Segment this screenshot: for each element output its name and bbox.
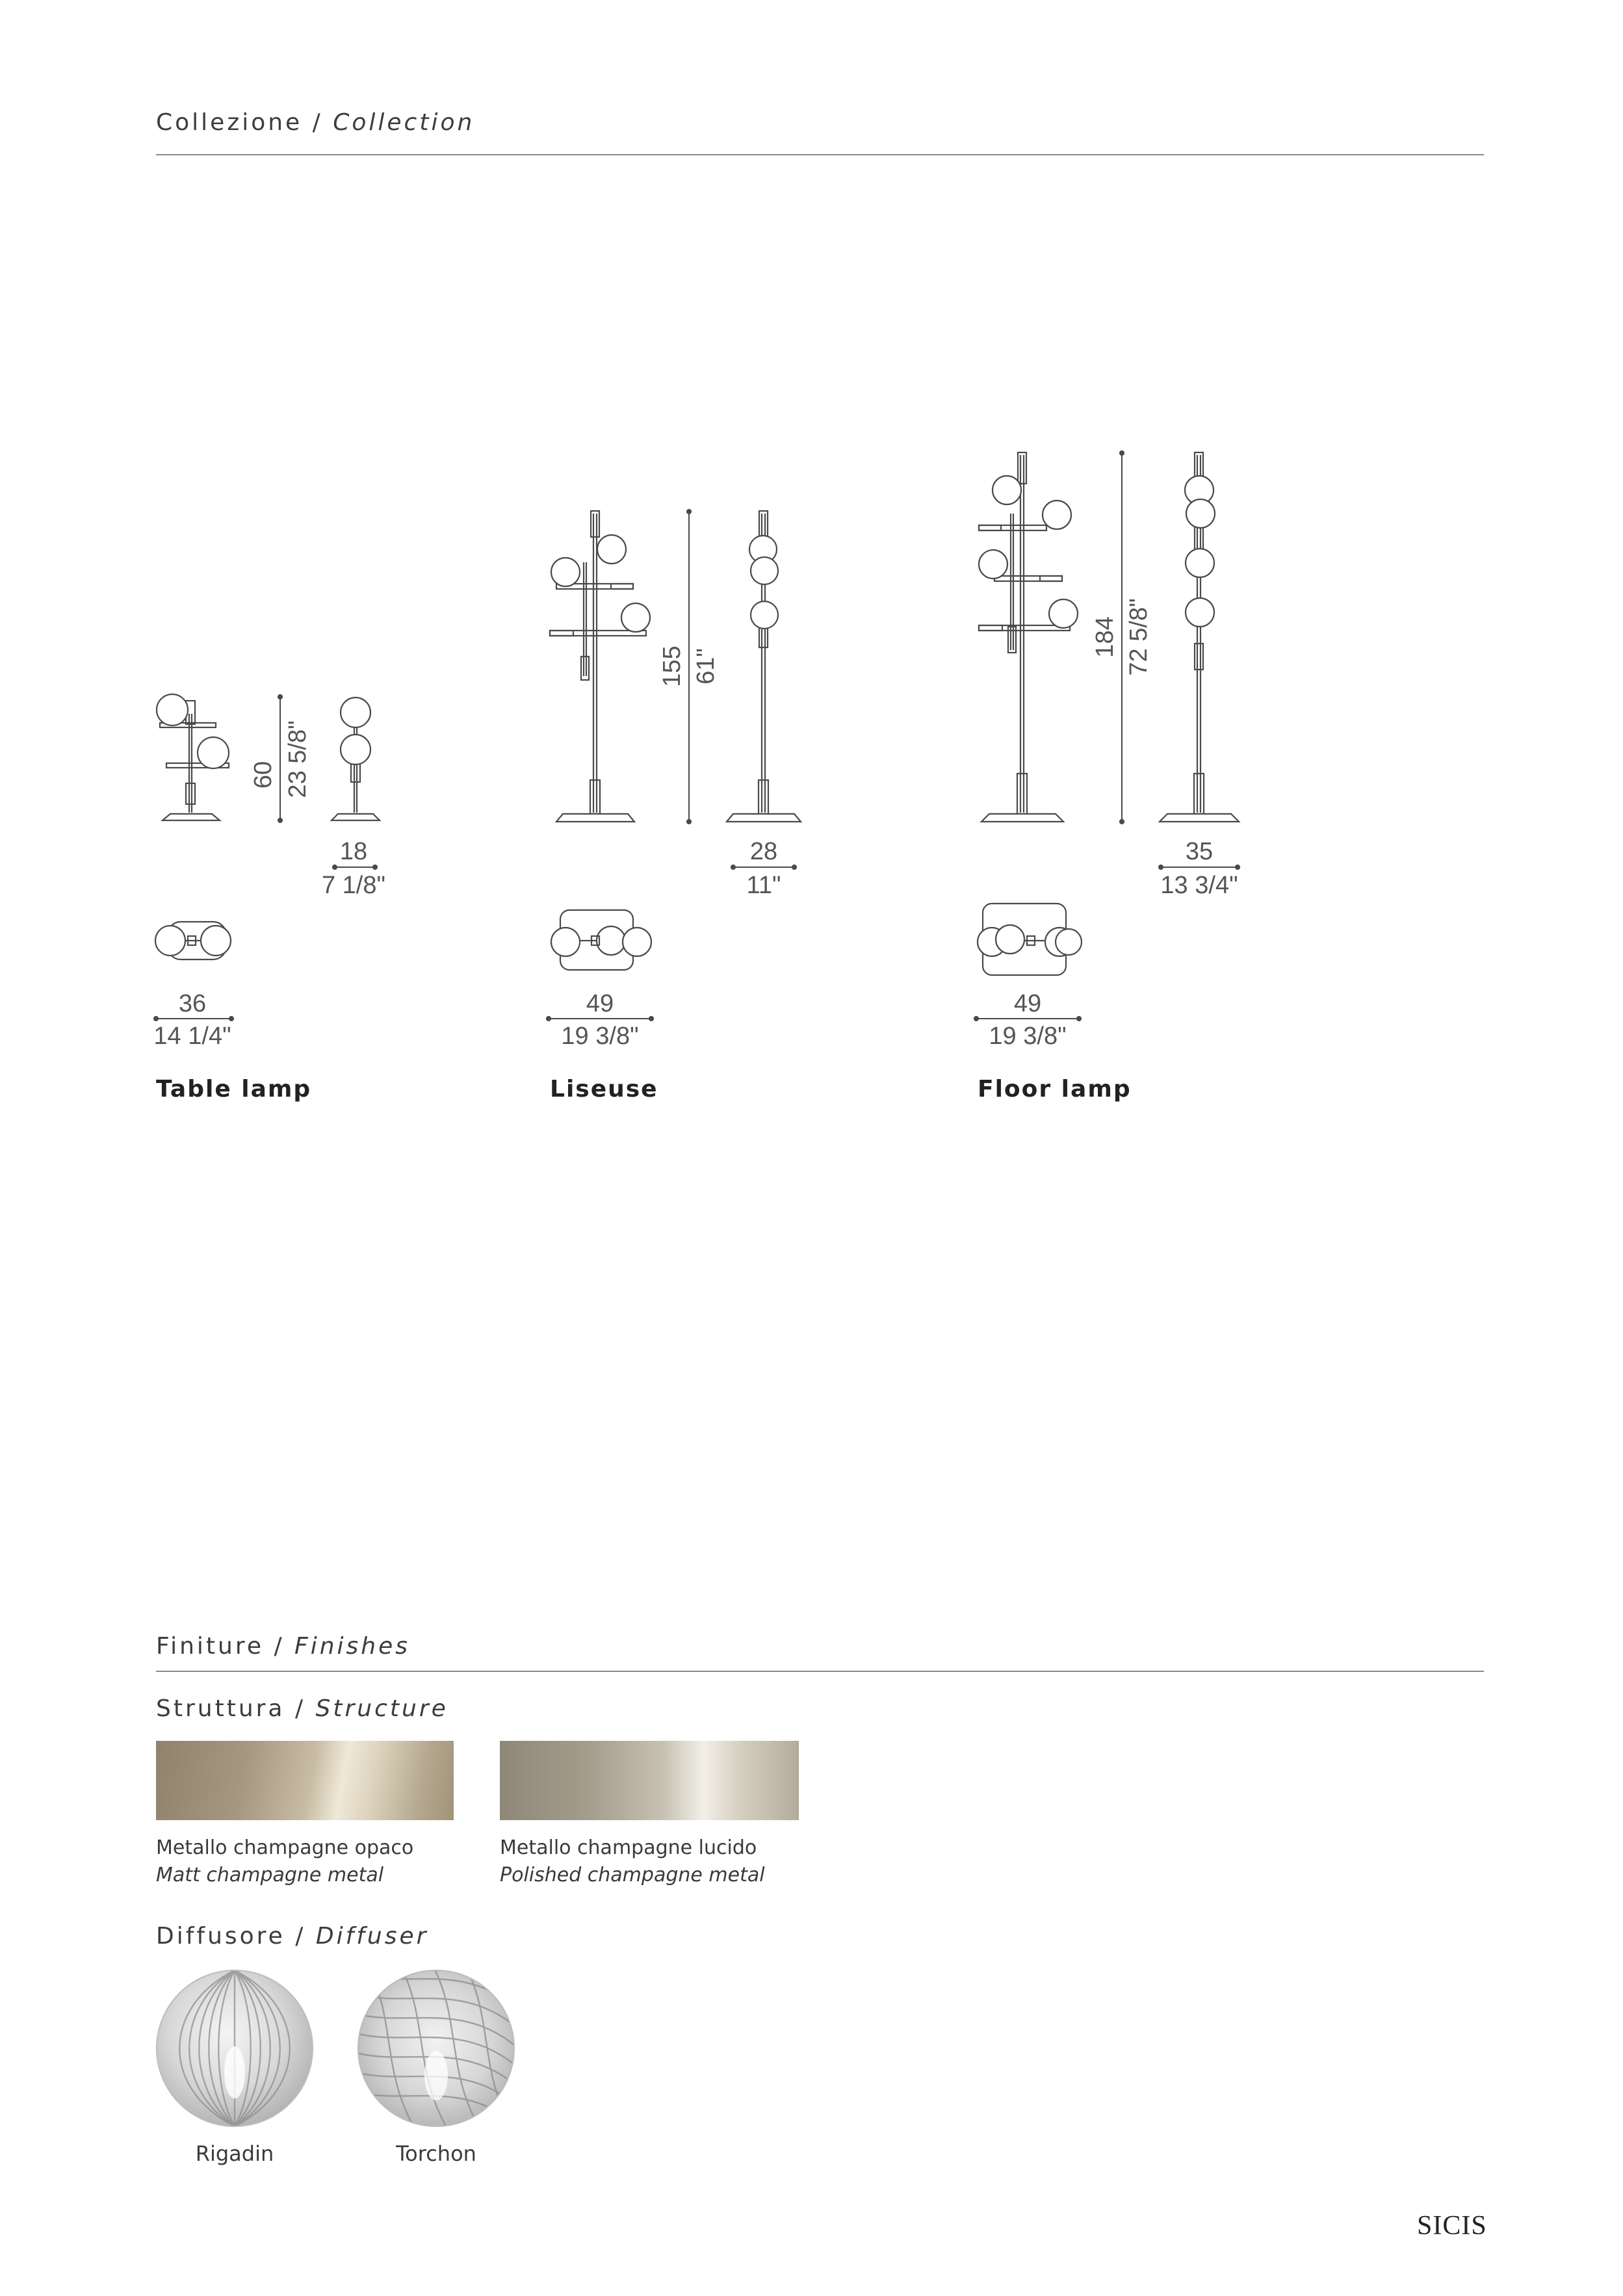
diffuser-title-it: Diffusore (156, 1923, 285, 1950)
liseuse-side-width-dimension (731, 865, 796, 869)
floor-lamp-side-view (1160, 452, 1239, 822)
swatch-matt-champagne (156, 1741, 454, 1820)
liseuse-front-view (550, 511, 650, 822)
finishes-separator: / (264, 1633, 295, 1660)
floor-lamp-top-width-in: 19 3/8" (989, 1023, 1067, 1050)
finish-polished-label-it: Metallo champagne lucido (500, 1836, 757, 1859)
floor-lamp-front-view (979, 452, 1078, 822)
table-lamp-height-cm: 60 (250, 761, 277, 789)
floor-lamp-side-width-dimension (1159, 865, 1240, 869)
table-lamp-top-width-in: 14 1/4" (153, 1023, 231, 1050)
finishes-heading (156, 1633, 410, 1660)
liseuse-top-view (551, 910, 651, 970)
floor-lamp-side-depth-cm: 35 (1185, 838, 1214, 865)
swatch-polished-champagne (500, 1741, 799, 1820)
floor-lamp-height-dimension (1120, 451, 1124, 824)
table-lamp-top-view (155, 922, 231, 959)
table-lamp-front-view (157, 694, 229, 820)
structure-heading (156, 1695, 448, 1722)
table-lamp-side-depth-cm: 18 (339, 838, 368, 865)
floor-lamp-height-in: 72 5/8" (1125, 598, 1152, 676)
finish-matt-label-en: Matt champagne metal (156, 1864, 384, 1886)
diffuser-rigadin-image (155, 1968, 315, 2128)
table-lamp-side-view (331, 698, 380, 820)
structure-title-it: Struttura (156, 1695, 285, 1722)
table-lamp-side-depth-in: 7 1/8" (321, 872, 386, 899)
liseuse-top-width-in: 19 3/8" (561, 1023, 639, 1050)
floor-lamp-top-view (978, 904, 1082, 975)
liseuse-top-width-cm: 49 (586, 990, 614, 1017)
collection-separator: / (302, 109, 333, 136)
product-name-liseuse: Liseuse (550, 1076, 658, 1102)
finish-polished-champagne-label (500, 1834, 765, 1889)
finishes-title-it: Finiture (156, 1633, 264, 1660)
table-lamp-top-width-cm: 36 (178, 990, 207, 1017)
collection-title-en: Collection (333, 109, 475, 136)
liseuse-side-depth-in: 11" (746, 872, 781, 899)
diffuser-torchon-image (356, 1968, 516, 2128)
finish-matt-champagne-label (156, 1834, 413, 1889)
liseuse-height-dimension (687, 510, 691, 824)
floor-lamp-side-depth-in: 13 3/4" (1160, 872, 1238, 899)
table-lamp-height-in: 23 5/8" (284, 720, 311, 798)
liseuse-side-view (727, 511, 801, 822)
liseuse-height-in: 61" (692, 648, 720, 685)
finishes-rule (156, 1671, 1484, 1672)
diffuser-torchon-label: Torchon (396, 2141, 476, 2166)
table-lamp-side-width-dimension (333, 865, 377, 869)
product-name-table-lamp: Table lamp (156, 1076, 312, 1102)
liseuse-side-depth-cm: 28 (749, 838, 778, 865)
product-name-floor-lamp: Floor lamp (978, 1076, 1132, 1102)
diffuser-title-en: Diffuser (315, 1923, 429, 1950)
brand-logo: SICIS (1417, 2211, 1487, 2241)
liseuse-height-cm: 155 (658, 646, 686, 687)
floor-lamp-top-width-cm: 49 (1013, 990, 1042, 1017)
finishes-title-en: Finishes (294, 1633, 411, 1660)
structure-title-en: Structure (315, 1695, 448, 1722)
diffuser-rigadin-label: Rigadin (195, 2141, 274, 2166)
diffuser-heading (156, 1923, 428, 1950)
floor-lamp-height-cm: 184 (1091, 616, 1119, 658)
structure-separator: / (285, 1695, 316, 1722)
table-lamp-height-dimension (278, 695, 282, 822)
diffuser-separator: / (285, 1923, 316, 1950)
finish-polished-label-en: Polished champagne metal (500, 1864, 765, 1886)
finish-matt-label-it: Metallo champagne opaco (156, 1836, 414, 1859)
collection-title-it: Collezione (156, 109, 303, 136)
